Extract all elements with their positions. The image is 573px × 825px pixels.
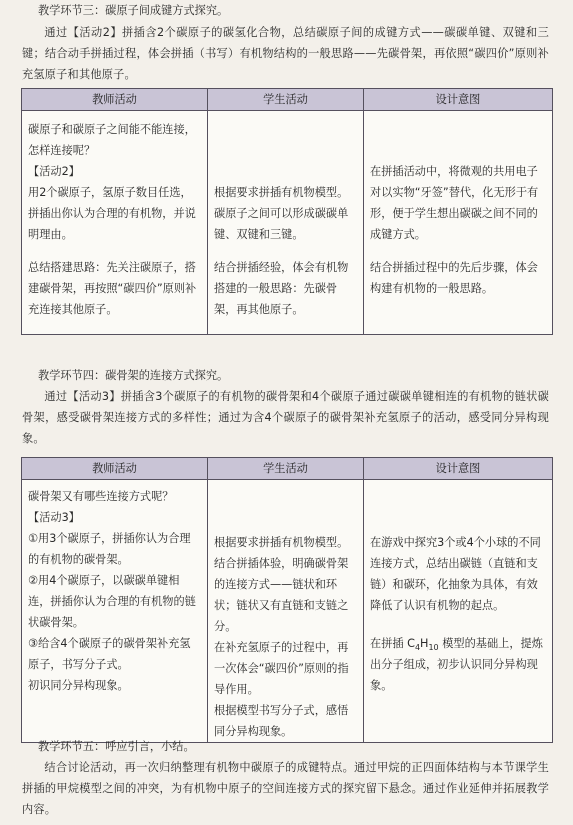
header-student: 学生活动 (208, 458, 364, 480)
table-row (22, 245, 553, 335)
activity-label: 【活动3】 (28, 511, 80, 524)
student-summary: 结合拼插经验，体会有机物搭建的一般思路：先碳骨架，再其他原子。 (214, 261, 349, 316)
section5-paragraph: 结合讨论活动，再一次归纳整理有机物中碳原子的成键特点。通过甲烷的正四面体结构与本节课学生拼插的甲烷模型之间的冲突，为有机物中原子的空间连接方式的探究留下悬念。通过作业延伸并拓展教学内容。 (22, 761, 549, 816)
design-summary: 结合拼插过程中的先后步骤，体会构建有机物的一般思路。 (370, 261, 538, 295)
table-header-row (22, 458, 553, 480)
design-intent-2: 在拼插 $C_4H_{10}$ 模型的基础上，提炼出分子组成，初步认识同分异构现象。 (370, 637, 543, 692)
activity-label: 【活动2】 (28, 165, 80, 178)
design-intent: 在拼插活动中，将微观的共用电子对以实物“牙签”替代，化无形于有形，便于学生想出碳碳之间不同的成键方式。 (370, 165, 539, 241)
table-row (22, 111, 553, 246)
section4-heading: 教学环节四：碳骨架的连接方式探究。 (38, 369, 229, 382)
student-activity: 根据要求拼插有机物模型。碳原子之间可以形成碳碳单键、双键和三键。 (214, 186, 349, 241)
teaching-table-1 (21, 88, 553, 335)
student-activity-2: 在补充氢原子的过程中，再一次体会“碳四价”原则的指导作用。 (214, 641, 349, 696)
section5-heading: 教学环节五：呼应引言，小结。 (38, 740, 195, 753)
student-activity-3: 根据模型书写分子式，感悟同分异构现象。 (214, 704, 349, 738)
header-teacher: 教师活动 (22, 458, 208, 480)
teaching-table-2 (21, 457, 553, 743)
teacher-question: 碳原子和碳原子之间能不能连接，怎样连接呢？ (28, 123, 196, 157)
table-row (22, 480, 553, 743)
student-activity-1: 根据要求拼插有机物模型。结合拼插体验，明确碳骨架的连接方式——链状和环状；链状又有直链和支链之分。 (214, 536, 349, 633)
header-student: 学生活动 (208, 89, 364, 111)
header-teacher: 教师活动 (22, 89, 208, 111)
teacher-summary: 总结搭建思路：先关注碳原子，搭建碳骨架，再按照“碳四价”原则补充连接其他原子。 (28, 261, 197, 316)
teacher-question: 碳骨架又有哪些连接方式呢？ (28, 490, 174, 503)
teacher-task-2: ②用4个碳原子，以碳碳单键相连，拼插你认为合理的有机物的链状碳骨架。 (28, 574, 196, 629)
teacher-task-3: ③给含4个碳原子的碳骨架补充氢原子，书写分子式。 (28, 637, 191, 671)
header-design: 设计意图 (364, 89, 553, 111)
section3-paragraph: 通过【活动2】拼插含2个碳原子的碳氢化合物，总结碳原子间的成键方式——碳碳单键、双键和三键；结合动手拼插过程，体会拼插（书写）有机物结构的一般思路——先碳骨架，再依照“碳四价”原则补充氢原子和其他原子。 (22, 26, 549, 81)
section3-heading: 教学环节三：碳原子间成键方式探究。 (38, 4, 229, 17)
section4-paragraph: 通过【活动3】拼插含3个碳原子的有机物的碳骨架和4个碳原子通过碳碳单键相连的有机物的链状碳骨架，感受碳骨架连接方式的多样性；通过为含4个碳原子的碳骨架补充氢原子的活动，感受同分异构现象。 (22, 390, 549, 445)
design-intent-1: 在游戏中探究3个或4个小球的不同连接方式，总结出碳链（直链和支链）和碳环，化抽象为具体，有效降低了认识有机物的起点。 (370, 536, 541, 612)
teacher-conclusion: 初识同分异构现象。 (28, 679, 129, 692)
teacher-task-1: ①用3个碳原子，拼插你认为合理的有机物的碳骨架。 (28, 532, 191, 566)
table-header-row (22, 89, 553, 111)
header-design: 设计意图 (364, 458, 553, 480)
teacher-task: 用2个碳原子，氢原子数目任选，拼插出你认为合理的有机物，并说明理由。 (28, 186, 196, 241)
